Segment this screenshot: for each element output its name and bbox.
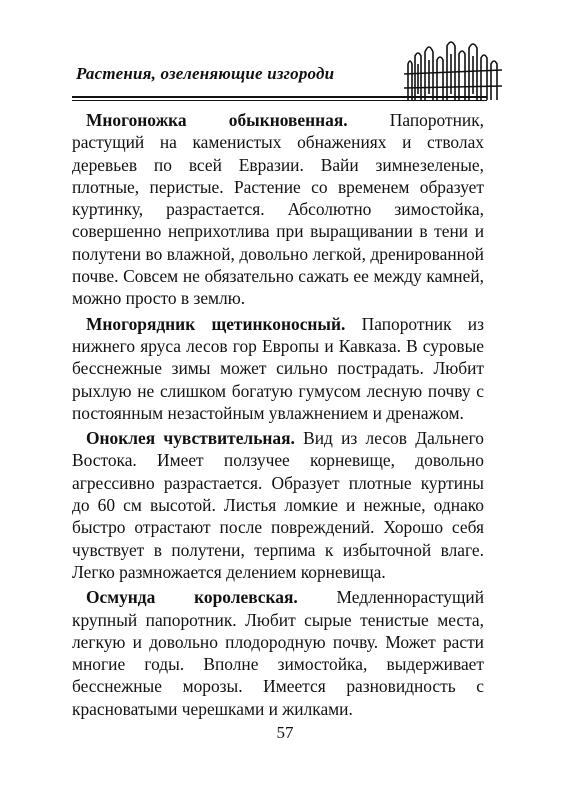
entry-description: Медленнорастущий крупный папоротник. Любит сырые тенистые места, легкую и довольно плодородную почву. Может расти многие годы. Вполне зимостойка, выдерживает бесснежные морозы. Имеется разновидность с красноватыми черешками и жилками. [72,587,485,719]
header-rule [72,96,487,98]
fence-illustration [404,34,502,104]
header-rule-thin [72,100,487,101]
page-body [72,109,484,723]
entry-term: Оноклея чувствительная. [86,428,295,449]
page-number: 57 [276,723,294,742]
entry-description: Папоротник, растущий на каменистых обнажениях и стволах деревьев по всей Евразии. Вайи зимнезеленые, плотные, перистые. Растение со временем образует куртинку, разрастается. Абсолютно зимостойка, совершенно неприхотлива при выращивании в тени и полутени во влажной, довольно легкой, дренированной почве. Совсем не обязательно сажать ее между камней, можно просто в землю. [72,110,484,309]
running-title: Растения, озеленяющие изгороди [76,64,335,83]
entry-paragraph [72,109,484,310]
entry-paragraph [72,586,484,720]
entry-term: Осмунда королевская. [86,587,298,608]
entry-paragraph [72,313,484,424]
entry-description: Вид из лесов Дальнего Востока. Имеет ползучее корневище, довольно агрессивно разрастается. Образует плотные куртины до 60 см высотой. Листья ломкие и нежные, однако быстро отрастают после повреждений. Хорошо себя чувствует в полутени, терпима к избыточной влаге. Легко размножается делением корневища. [72,428,484,582]
entry-description: Папоротник из нижнего яруса лесов гор Европы и Кавказа. В суровые бесснежные зимы может сильно пострадать. Любит рыхлую не слишком богатую гумусом лесную почву с постоянным незастойным увлажнением и дренажом. [72,313,484,423]
entry-term: Многорядник щетинконосный. [86,313,346,334]
entry-paragraph [72,427,484,583]
entry-term: Многоножка обыкновенная. [86,110,348,130]
